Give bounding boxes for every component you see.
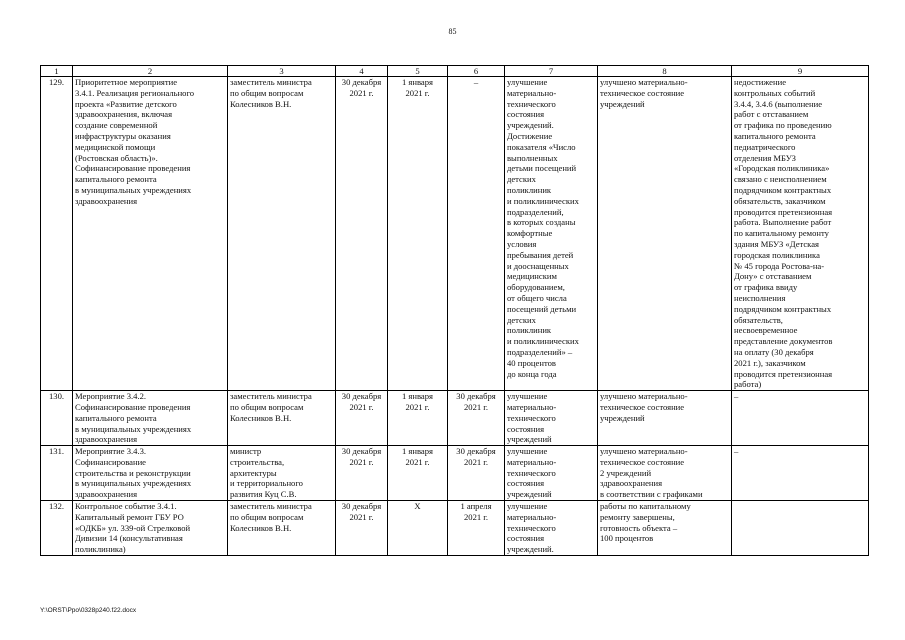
cell-line: развития Куц С.В. bbox=[230, 489, 297, 500]
row-number: 132. bbox=[41, 501, 73, 556]
cell-line: учреждений bbox=[600, 98, 645, 109]
cell-line: медицинским bbox=[507, 271, 557, 282]
cell-line: проводится претензионная bbox=[734, 368, 833, 379]
cell-line: городская поликлиника bbox=[734, 249, 820, 260]
cell-line: состояния bbox=[507, 478, 545, 489]
notes-cell bbox=[732, 77, 869, 391]
cell-line: (Ростовская область)». bbox=[75, 152, 158, 163]
cell-line: ремонту завершены, bbox=[600, 511, 675, 522]
cell-line: здравоохранения bbox=[75, 434, 138, 445]
column-number-row bbox=[41, 66, 869, 77]
cell-line: Мероприятие 3.4.3. bbox=[75, 446, 147, 457]
event-cell bbox=[73, 77, 228, 391]
cell-line: поликлиник bbox=[507, 184, 552, 195]
cell-line: в муниципальных учреждениях bbox=[75, 184, 192, 195]
cell-line: детских bbox=[507, 174, 536, 185]
cell-line: 30 декабря bbox=[341, 391, 382, 402]
cell-line: от графика по проведению bbox=[734, 120, 832, 131]
cell-line: медицинской помощи bbox=[75, 141, 156, 152]
start-date-cell bbox=[388, 391, 448, 446]
column-number: 9 bbox=[732, 66, 869, 77]
cell-line: и поликлинических bbox=[507, 336, 579, 347]
cell-line: представление документов bbox=[734, 336, 833, 347]
cell-line: 3.4.1. Реализация регионального bbox=[75, 87, 195, 98]
cell-line: 3.4.4, 3.4.6 (выполнение bbox=[734, 98, 823, 109]
cell-line: здравоохранения, включая bbox=[75, 109, 173, 120]
cell-line: министр bbox=[230, 446, 262, 457]
cell-line: № 45 города Ростова-на- bbox=[734, 260, 825, 271]
cell-line: комфортные bbox=[507, 228, 553, 239]
cell-line: 2 учреждений bbox=[600, 467, 652, 478]
expected-result-cell bbox=[505, 391, 598, 446]
cell-line: 1 апреля bbox=[460, 501, 492, 512]
cell-line: капитального ремонта bbox=[75, 174, 157, 185]
cell-line: инфраструктуры оказания bbox=[75, 130, 171, 141]
cell-line: Достижение bbox=[507, 130, 553, 141]
cell-line: в соответствии с графиками bbox=[600, 489, 703, 500]
cell-line: проводится претензионная bbox=[734, 206, 833, 217]
cell-line: 2021 г. bbox=[405, 456, 430, 467]
plan-date-cell bbox=[336, 77, 388, 391]
cell-line: здравоохранения bbox=[600, 478, 663, 489]
cell-line: учреждений. bbox=[507, 120, 554, 131]
cell-line: Приоритетное мероприятие bbox=[75, 77, 178, 87]
expected-result-cell bbox=[505, 446, 598, 501]
cell-line: улучшение bbox=[507, 501, 548, 512]
cell-line: работ с отставанием bbox=[734, 109, 809, 120]
notes-cell bbox=[732, 446, 869, 501]
cell-line: улучшение bbox=[507, 77, 548, 87]
plan-date-cell bbox=[336, 446, 388, 501]
cell-line: учреждений bbox=[507, 489, 552, 500]
cell-line: по общим вопросам bbox=[230, 401, 304, 412]
cell-line: улучшено материально- bbox=[600, 446, 688, 457]
cell-line: детских bbox=[507, 314, 536, 325]
cell-line: Колесников В.Н. bbox=[230, 522, 292, 533]
cell-line: недостижение bbox=[734, 77, 787, 87]
cell-line: здравоохранения bbox=[75, 489, 138, 500]
cell-line: Колесников В.Н. bbox=[230, 412, 292, 423]
cell-line: технического bbox=[507, 467, 556, 478]
cell-line: подрядчиком контрактных bbox=[734, 184, 832, 195]
cell-line: показателя «Число bbox=[507, 141, 576, 152]
cell-line: 2021 г. bbox=[405, 87, 430, 98]
cell-line: подразделений» – bbox=[507, 346, 573, 357]
cell-line: 1 января bbox=[401, 391, 433, 402]
cell-line: капитального ремонта bbox=[734, 130, 816, 141]
plan-date-cell bbox=[336, 501, 388, 556]
cell-line: Капитальный ремонт ГБУ РО bbox=[75, 511, 184, 522]
cell-line: подрядчиком контрактных bbox=[734, 303, 832, 314]
cell-line: состояния bbox=[507, 109, 545, 120]
cell-line: и территориального bbox=[230, 478, 303, 489]
page-number: 85 bbox=[448, 27, 457, 36]
cell-line: Софинансирование проведения bbox=[75, 163, 191, 174]
cell-line: состояния bbox=[507, 533, 545, 544]
table-row bbox=[41, 77, 869, 391]
cell-line: 30 декабря bbox=[456, 391, 496, 402]
cell-line: материально- bbox=[507, 87, 557, 98]
cell-line: неисполнения bbox=[734, 292, 786, 303]
cell-line: техническое состояние bbox=[600, 401, 685, 412]
column-number: 7 bbox=[505, 66, 598, 77]
cell-line: материально- bbox=[507, 456, 557, 467]
cell-line: 100 процентов bbox=[600, 533, 654, 544]
notes-cell bbox=[732, 501, 869, 556]
responsible-cell bbox=[228, 501, 336, 556]
report-table bbox=[40, 65, 869, 556]
cell-line: – bbox=[734, 391, 739, 402]
column-number: 8 bbox=[598, 66, 732, 77]
cell-line: 40 процентов bbox=[507, 357, 556, 368]
cell-line: и дооснащенных bbox=[507, 260, 569, 271]
cell-line: по общим вопросам bbox=[230, 87, 304, 98]
cell-line: в муниципальных учреждениях bbox=[75, 423, 192, 434]
cell-line: обязательств, заказчиком bbox=[734, 195, 826, 206]
cell-line: – bbox=[734, 446, 739, 457]
responsible-cell bbox=[228, 391, 336, 446]
cell-line: 2021 г. bbox=[463, 401, 489, 412]
cell-line: Х bbox=[414, 501, 421, 512]
start-date-cell bbox=[388, 446, 448, 501]
actual-result-cell bbox=[598, 446, 732, 501]
cell-line: улучшение bbox=[507, 446, 548, 457]
cell-line: педиатрического bbox=[734, 141, 796, 152]
cell-line: 1 января bbox=[401, 77, 433, 87]
cell-line: по капитальному ремонту bbox=[734, 228, 829, 239]
cell-line: выполненных bbox=[507, 152, 558, 163]
start-date-cell bbox=[388, 77, 448, 391]
row-number: 130. bbox=[41, 391, 73, 446]
cell-line: несвоевременное bbox=[734, 325, 798, 336]
cell-line: оборудованием, bbox=[507, 282, 565, 293]
end-date-cell bbox=[448, 391, 505, 446]
cell-line: в которых созданы bbox=[507, 217, 576, 228]
cell-line: 2021 г. bbox=[349, 456, 374, 467]
cell-line: 2021 г. bbox=[463, 456, 489, 467]
cell-line: 2021 г.), заказчиком bbox=[734, 357, 806, 368]
event-cell bbox=[73, 501, 228, 556]
responsible-cell bbox=[228, 446, 336, 501]
cell-line: строительства и реконструкции bbox=[75, 467, 191, 478]
cell-line: капитального ремонта bbox=[75, 412, 157, 423]
cell-line: здания МБУЗ «Детская bbox=[734, 238, 819, 249]
cell-line: создание современной bbox=[75, 120, 158, 131]
cell-line: связано с неисполнением bbox=[734, 174, 827, 185]
notes-cell bbox=[732, 391, 869, 446]
cell-line: поликлиник bbox=[507, 325, 552, 336]
plan-date-cell bbox=[336, 391, 388, 446]
cell-line: детьми посещений bbox=[507, 163, 577, 174]
cell-line: учреждений bbox=[507, 434, 552, 445]
cell-line: готовность объекта – bbox=[600, 522, 678, 533]
cell-line: от общего числа bbox=[507, 292, 567, 303]
cell-line: 2021 г. bbox=[463, 511, 489, 522]
cell-line: Мероприятие 3.4.2. bbox=[75, 391, 147, 402]
cell-line: 1 января bbox=[401, 446, 433, 457]
actual-result-cell bbox=[598, 77, 732, 391]
event-cell bbox=[73, 391, 228, 446]
column-number: 4 bbox=[336, 66, 388, 77]
cell-line: технического bbox=[507, 412, 556, 423]
expected-result-cell bbox=[505, 501, 598, 556]
cell-line: 2021 г. bbox=[349, 401, 374, 412]
column-number: 2 bbox=[73, 66, 228, 77]
cell-line: Дивизии 14 (консультативная bbox=[75, 533, 183, 544]
actual-result-cell bbox=[598, 501, 732, 556]
cell-line: технического bbox=[507, 522, 556, 533]
cell-line: обязательств, bbox=[734, 314, 783, 325]
cell-line: 30 декабря bbox=[341, 77, 382, 87]
responsible-cell bbox=[228, 77, 336, 391]
cell-line: проекта «Развитие детского bbox=[75, 98, 177, 109]
cell-line: «Городская поликлиника» bbox=[734, 163, 830, 174]
cell-line: Дону» с отставанием bbox=[734, 271, 812, 282]
cell-line: улучшение bbox=[507, 391, 548, 402]
cell-line: заместитель министра bbox=[230, 391, 312, 402]
cell-line: материально- bbox=[507, 511, 557, 522]
cell-line: улучшено материально- bbox=[600, 77, 688, 87]
cell-line: техническое состояние bbox=[600, 456, 685, 467]
file-path-footer: Y:\ORST\Ppo\0328p240.f22.docx bbox=[40, 607, 137, 614]
start-date-cell bbox=[388, 501, 448, 556]
cell-line: архитектуры bbox=[230, 467, 277, 478]
cell-line: 2021 г. bbox=[349, 511, 374, 522]
cell-line: отделения МБУЗ bbox=[734, 152, 796, 163]
end-date-cell bbox=[448, 446, 505, 501]
cell-line: 30 декабря bbox=[341, 446, 382, 457]
column-number: 6 bbox=[448, 66, 505, 77]
cell-line: технического bbox=[507, 98, 556, 109]
cell-line: до конца года bbox=[507, 368, 557, 379]
cell-line: 2021 г. bbox=[349, 87, 374, 98]
cell-line: 30 декабря bbox=[341, 501, 382, 512]
cell-line: поликлиника) bbox=[75, 544, 126, 555]
cell-line: контрольных событий bbox=[734, 87, 816, 98]
row-number: 129. bbox=[41, 77, 73, 391]
expected-result-cell bbox=[505, 77, 598, 391]
cell-line: посещений детьми bbox=[507, 303, 577, 314]
cell-line: работа) bbox=[734, 379, 762, 390]
row-number: 131. bbox=[41, 446, 73, 501]
cell-line: здравоохранения bbox=[75, 195, 138, 206]
cell-line: Софинансирование проведения bbox=[75, 401, 191, 412]
actual-result-cell bbox=[598, 391, 732, 446]
cell-line: 2021 г. bbox=[405, 401, 430, 412]
cell-line: учреждений bbox=[600, 412, 645, 423]
cell-line: работы по капитальному bbox=[600, 501, 691, 512]
cell-line: Софинансирование bbox=[75, 456, 146, 467]
cell-line: на оплату (30 декабря bbox=[734, 346, 814, 357]
cell-line: заместитель министра bbox=[230, 77, 312, 87]
cell-line: Контрольное событие 3.4.1. bbox=[75, 501, 177, 512]
event-cell bbox=[73, 446, 228, 501]
table-row bbox=[41, 391, 869, 446]
cell-line: и поликлинических bbox=[507, 195, 579, 206]
cell-line: – bbox=[473, 77, 479, 87]
cell-line: 30 декабря bbox=[456, 446, 496, 457]
cell-line: подразделений, bbox=[507, 206, 564, 217]
cell-line: работа. Выполнение работ bbox=[734, 217, 832, 228]
end-date-cell bbox=[448, 77, 505, 391]
table-row bbox=[41, 446, 869, 501]
cell-line: учреждений. bbox=[507, 544, 554, 555]
column-number: 5 bbox=[388, 66, 448, 77]
cell-line: пребывания детей bbox=[507, 249, 574, 260]
column-number: 3 bbox=[228, 66, 336, 77]
cell-line: условия bbox=[507, 238, 537, 249]
cell-line: Колесников В.Н. bbox=[230, 98, 292, 109]
end-date-cell bbox=[448, 501, 505, 556]
table-row bbox=[41, 501, 869, 556]
cell-line: заместитель министра bbox=[230, 501, 312, 512]
cell-line: в муниципальных учреждениях bbox=[75, 478, 192, 489]
cell-line: от графика ввиду bbox=[734, 282, 798, 293]
cell-line: «ОДКБ» ул. 339-ой Стрелковой bbox=[75, 522, 191, 533]
cell-line: улучшено материально- bbox=[600, 391, 688, 402]
column-number: 1 bbox=[41, 66, 73, 77]
cell-line: строительства, bbox=[230, 456, 285, 467]
cell-line: техническое состояние bbox=[600, 87, 685, 98]
cell-line: состояния bbox=[507, 423, 545, 434]
cell-line: материально- bbox=[507, 401, 557, 412]
cell-line: по общим вопросам bbox=[230, 511, 304, 522]
